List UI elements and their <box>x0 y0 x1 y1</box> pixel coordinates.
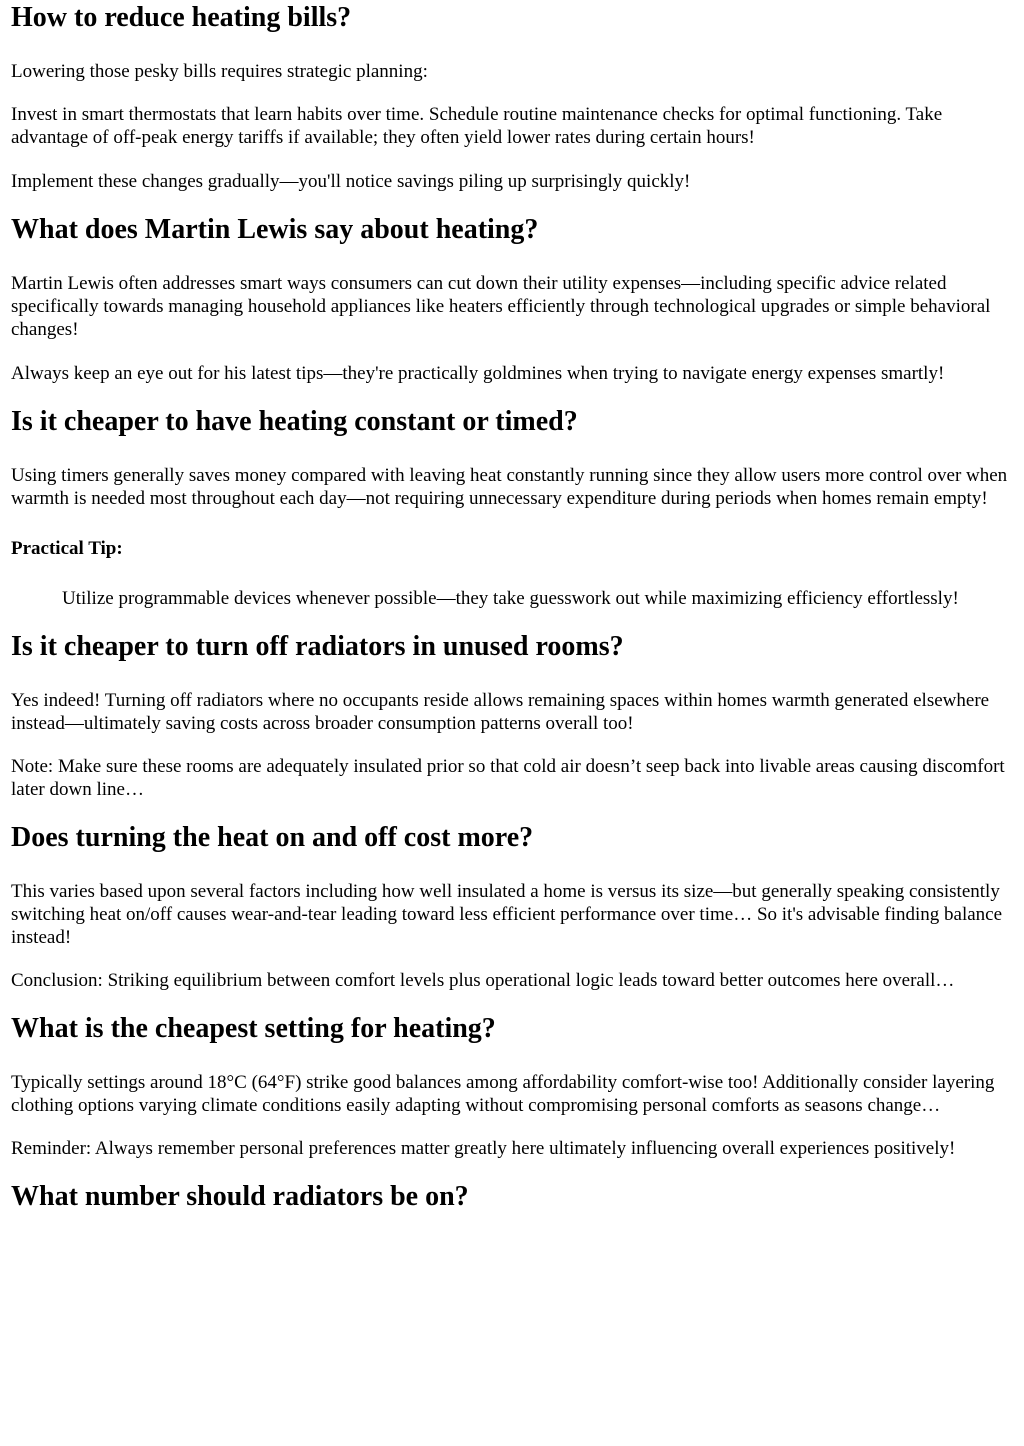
paragraph: Invest in smart thermostats that learn habits over time. Schedule routine maintenance checks for optimal functioning. Take advantage of off-peak energy tariffs if available; they often yield lower rates during certain hours! <box>11 104 943 148</box>
paragraph: Note: Make sure these rooms are adequately insulated prior so that cold air doesn’t seep back into livable areas causing discomfort later down line… <box>11 756 1005 800</box>
tip-quote <box>62 587 1013 610</box>
paragraph: Typically settings around 18°C (64°F) strike good balances among affordability comfort-wise too! Additionally consider layering clothing options varying climate conditions easily adapting without compromising personal comforts as seasons change… <box>11 1072 995 1116</box>
section-heading: What is the cheapest setting for heating? <box>11 1013 496 1044</box>
paragraph: Implement these changes gradually—you'll notice savings piling up surprisingly quickly! <box>11 171 691 192</box>
section-heading: Is it cheaper to turn off radiators in unused rooms? <box>11 631 624 662</box>
paragraph: Reminder: Always remember personal preferences matter greatly here ultimately influencing overall experiences positively! <box>11 1138 956 1159</box>
section-heading: What number should radiators be on? <box>11 1181 469 1212</box>
paragraph: This varies based upon several factors including how well insulated a home is versus its size—but generally speaking consistently switching heat on/off causes wear-and-tear leading toward less efficient performance over time… So it's advisable finding balance instead! <box>11 881 1003 948</box>
paragraph: Martin Lewis often addresses smart ways consumers can cut down their utility expenses—including specific advice related specifically towards managing household appliances like heaters efficiently through technological upgrades or simple behavioral changes! <box>11 273 991 340</box>
paragraph: Using timers generally saves money compared with leaving heat constantly running since they allow users more control over when warmth is needed most throughout each day—not requiring unnecessary expenditure during periods when homes remain empty! <box>11 465 1008 509</box>
paragraph: Yes indeed! Turning off radiators where no occupants reside allows remaining spaces within homes warmth generated elsewhere instead—ultimately saving costs across broader consumption patterns overall too! <box>11 690 990 734</box>
paragraph: Lowering those pesky bills requires strategic planning: <box>11 61 428 82</box>
tip-quote-text: Utilize programmable devices whenever possible—they take guesswork out while maximizing efficiency effortlessly! <box>62 588 959 609</box>
tip-heading: Practical Tip: <box>11 538 123 559</box>
section-heading: What does Martin Lewis say about heating? <box>11 214 539 245</box>
paragraph: Conclusion: Striking equilibrium between comfort levels plus operational logic leads toward better outcomes here overall… <box>11 970 955 991</box>
section-heading: How to reduce heating bills? <box>11 2 352 33</box>
paragraph: Always keep an eye out for his latest tips—they're practically goldmines when trying to navigate energy expenses smartly! <box>11 363 945 384</box>
section-heading: Does turning the heat on and off cost more? <box>11 822 534 853</box>
section-heading: Is it cheaper to have heating constant or timed? <box>11 406 578 437</box>
